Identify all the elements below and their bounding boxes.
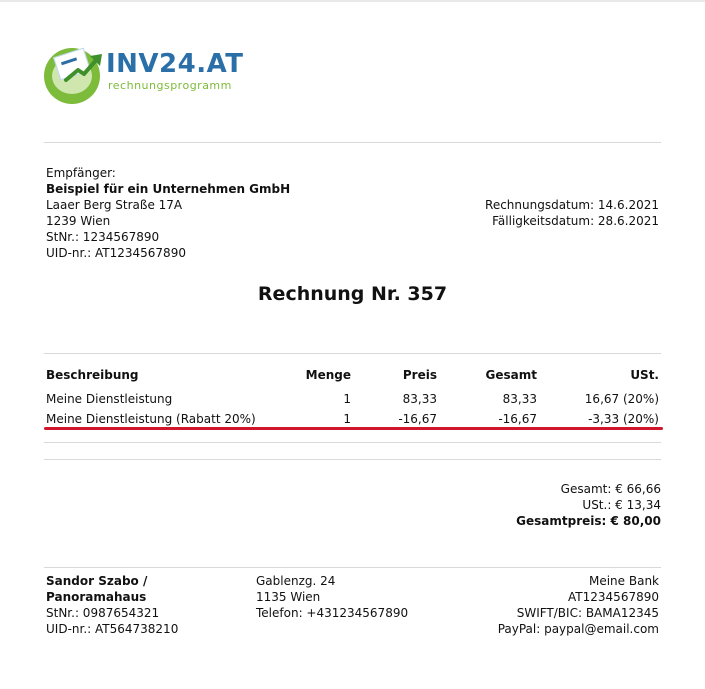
highlight-underline — [44, 427, 663, 430]
recipient-vat-id: UID-nr.: AT1234567890 — [46, 246, 186, 260]
recipient-city: 1239 Wien — [46, 214, 111, 228]
recipient-tax-no: StNr.: 1234567890 — [46, 230, 160, 244]
divider — [44, 459, 661, 460]
invoice-title: Rechnung Nr. 357 — [257, 283, 448, 305]
logo-circle-icon — [44, 48, 100, 104]
row-qty: 1 — [343, 392, 351, 406]
total-net: Gesamt: € 66,66 — [560, 482, 661, 496]
row-vat: -3,33 (20%) — [588, 412, 659, 426]
logo-subtitle: rechnungsprogramm — [108, 79, 232, 92]
company-logo — [44, 46, 244, 106]
divider — [44, 353, 661, 354]
bank-iban: AT1234567890 — [568, 590, 659, 604]
col-header-vat: USt. — [630, 368, 659, 382]
sender-name-line2: Panoramahaus — [46, 590, 147, 604]
sender-tax-no: StNr.: 0987654321 — [46, 606, 160, 620]
paypal-address: PayPal: paypal@email.com — [497, 622, 659, 636]
sender-city: 1135 Wien — [256, 590, 321, 604]
divider — [44, 442, 661, 443]
row-qty: 1 — [343, 412, 351, 426]
recipient-label: Empfänger: — [46, 166, 116, 180]
divider — [44, 567, 661, 568]
due-date: Fälligkeitsdatum: 28.6.2021 — [492, 214, 659, 228]
sender-vat-id: UID-nr.: AT564738210 — [46, 622, 179, 636]
row-total: 83,33 — [502, 392, 537, 406]
row-price: -16,67 — [398, 412, 437, 426]
top-border — [0, 0, 705, 2]
row-price: 83,33 — [402, 392, 437, 406]
row-description: Meine Dienstleistung — [46, 392, 173, 406]
col-header-price: Preis — [402, 368, 437, 382]
recipient-street: Laaer Berg Straße 17A — [46, 198, 183, 212]
total-vat: USt.: € 13,34 — [582, 498, 661, 512]
col-header-description: Beschreibung — [46, 368, 139, 382]
row-vat: 16,67 (20%) — [584, 392, 659, 406]
growth-arrow-icon — [64, 50, 104, 86]
total-gross: Gesamtpreis: € 80,00 — [516, 514, 661, 528]
sender-phone: Telefon: +431234567890 — [256, 606, 409, 620]
divider — [44, 142, 661, 143]
row-total: -16,67 — [498, 412, 537, 426]
invoice-date: Rechnungsdatum: 14.6.2021 — [485, 198, 659, 212]
sender-name-line1: Sandor Szabo / — [46, 574, 148, 588]
logo-title: INV24.AT — [106, 49, 244, 79]
col-header-total: Gesamt — [485, 368, 537, 382]
col-header-qty: Menge — [305, 368, 351, 382]
recipient-company: Beispiel für ein Unternehmen GmbH — [46, 182, 291, 196]
bank-swift: SWIFT/BIC: BAMA12345 — [516, 606, 659, 620]
sender-street: Gablenzg. 24 — [256, 574, 336, 588]
bank-name: Meine Bank — [588, 574, 659, 588]
row-description: Meine Dienstleistung (Rabatt 20%) — [46, 412, 256, 426]
